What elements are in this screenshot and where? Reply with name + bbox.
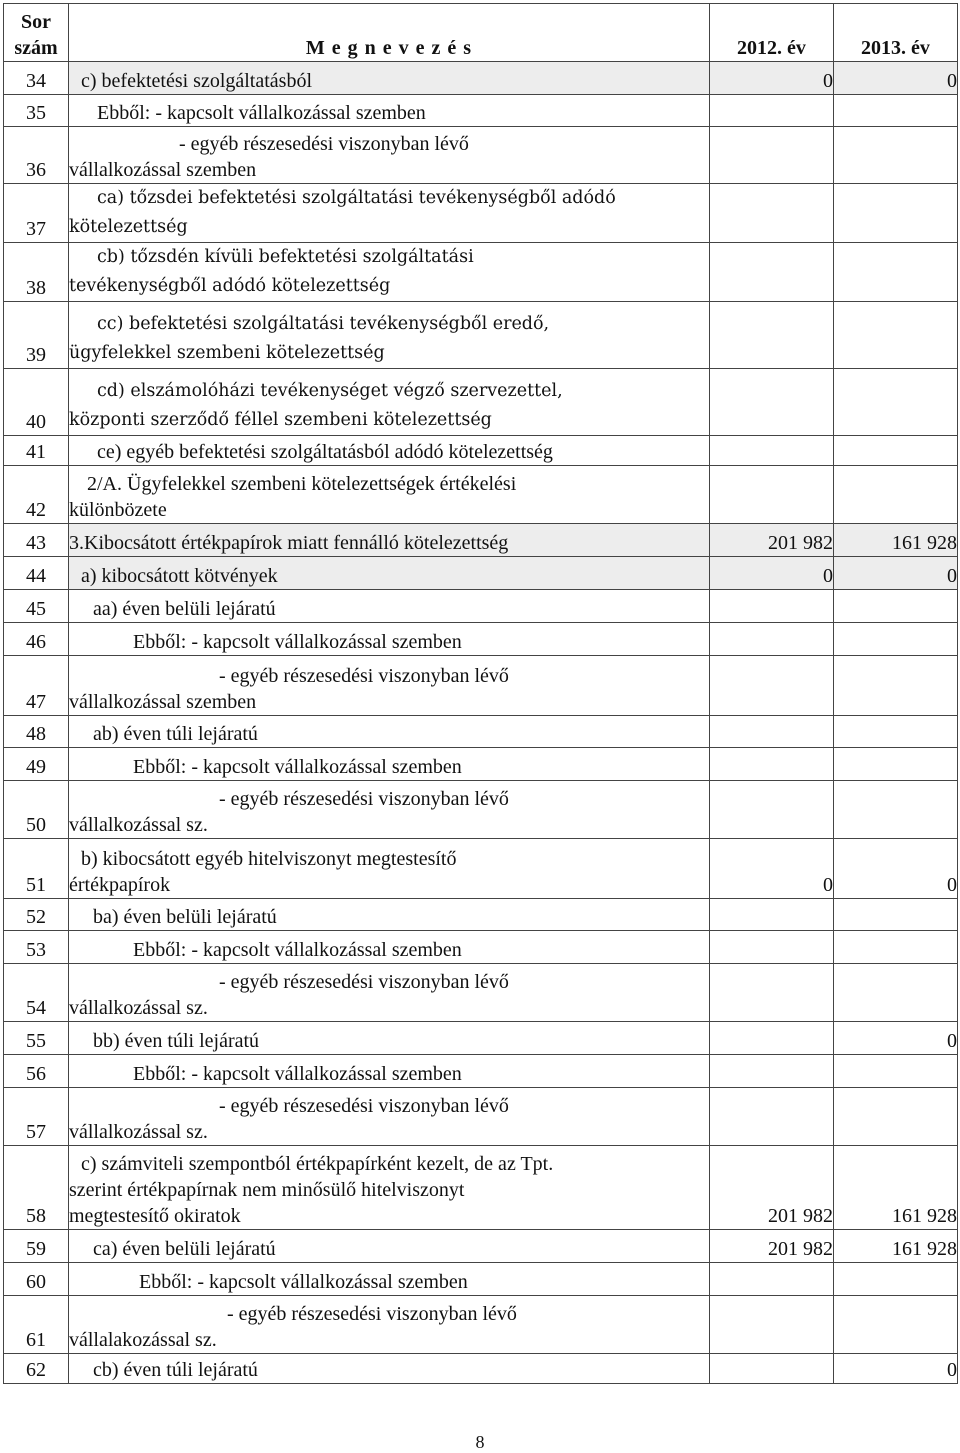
- value-2012: 201 982: [710, 524, 834, 557]
- row-number: 40: [4, 369, 69, 436]
- row-description: - egyéb részesedési viszonyban lévő vállalakozással sz.: [69, 1303, 517, 1351]
- row-description: c) befektetési szolgáltatásból: [81, 70, 313, 92]
- row-description: Ebből: - kapcsolt vállalkozással szemben: [139, 1271, 468, 1293]
- value-2013: [834, 243, 958, 302]
- row-description: cb) éven túli lejáratú: [93, 1359, 258, 1381]
- table-row: [4, 656, 958, 716]
- row-number: 50: [4, 781, 69, 839]
- row-number: 60: [4, 1263, 69, 1296]
- value-2012: [710, 1088, 834, 1146]
- row-number: 51: [4, 839, 69, 899]
- page-number: 8: [475, 1432, 485, 1452]
- value-2013: [834, 899, 958, 931]
- value-2013: [834, 1263, 958, 1296]
- table-row: [4, 62, 958, 95]
- row-description-cell: [69, 184, 710, 243]
- value-2013: [834, 931, 958, 964]
- row-description-cell: [69, 781, 710, 839]
- table-row: [4, 466, 958, 524]
- row-number: 61: [4, 1296, 69, 1354]
- row-description-cell: [69, 243, 710, 302]
- value-2012: [710, 1296, 834, 1354]
- value-2012: [710, 931, 834, 964]
- row-description: ab) éven túli lejáratú: [93, 723, 258, 745]
- row-description: - egyéb részesedési viszonyban lévő vállalkozással sz.: [69, 1095, 509, 1143]
- header-year-2012: 2012. év: [710, 4, 834, 62]
- header-year-2013: 2013. év: [834, 4, 958, 62]
- row-description: Ebből: - kapcsolt vállalkozással szemben: [133, 631, 462, 653]
- value-2013: [834, 1296, 958, 1354]
- row-number: 35: [4, 95, 69, 127]
- value-2012: 201 982: [710, 1146, 834, 1230]
- row-number: 41: [4, 436, 69, 466]
- row-description: 2/A. Ügyfelekkel szembeni kötelezettségek értékelési különbözete: [69, 473, 517, 521]
- row-description-cell: [69, 1296, 710, 1354]
- table-row: [4, 1230, 958, 1263]
- row-description: cb) tőzsdén kívüli befektetési szolgáltatási tevékenységből adódó kötelezettség: [69, 247, 474, 296]
- row-number: 54: [4, 964, 69, 1022]
- value-2013: 0: [834, 62, 958, 95]
- value-2012: 201 982: [710, 1230, 834, 1263]
- row-number: 55: [4, 1022, 69, 1055]
- value-2013: [834, 1055, 958, 1088]
- row-description: c) számviteli szempontból értékpapírként kezelt, de az Tpt. szerint értékpapírnak nem minősülő hitelviszonyt megtestesítő okiratok: [69, 1153, 554, 1227]
- value-2013: [834, 1088, 958, 1146]
- row-number: 59: [4, 1230, 69, 1263]
- row-description: ca) éven belüli lejáratú: [93, 1238, 276, 1260]
- value-2013: 161 928: [834, 1230, 958, 1263]
- table-row: [4, 1055, 958, 1088]
- table-row: [4, 184, 958, 243]
- table-row: [4, 243, 958, 302]
- row-description: - egyéb részesedési viszonyban lévő vállalkozással szemben: [69, 133, 469, 181]
- value-2013: 161 928: [834, 1146, 958, 1230]
- row-description-cell: [69, 1230, 710, 1263]
- row-number: 34: [4, 62, 69, 95]
- row-description-cell: [69, 62, 710, 95]
- row-number: 47: [4, 656, 69, 716]
- value-2013: [834, 127, 958, 184]
- value-2013: [834, 436, 958, 466]
- value-2013: [834, 656, 958, 716]
- value-2012: [710, 466, 834, 524]
- value-2013: [834, 748, 958, 781]
- row-number: 53: [4, 931, 69, 964]
- value-2012: [710, 243, 834, 302]
- table-row: [4, 781, 958, 839]
- table-row: [4, 369, 958, 436]
- row-description-cell: [69, 95, 710, 127]
- value-2013: 0: [834, 839, 958, 899]
- value-2012: [710, 127, 834, 184]
- row-description-cell: [69, 1146, 710, 1230]
- row-number: 44: [4, 557, 69, 590]
- row-description: Ebből: - kapcsolt vállalkozással szemben: [97, 102, 426, 124]
- row-number: 43: [4, 524, 69, 557]
- row-number: 42: [4, 466, 69, 524]
- value-2013: [834, 95, 958, 127]
- value-2013: [834, 184, 958, 243]
- table-row: [4, 839, 958, 899]
- row-description-cell: [69, 302, 710, 369]
- value-2012: [710, 436, 834, 466]
- value-2012: [710, 964, 834, 1022]
- row-description-cell: [69, 931, 710, 964]
- row-number: 58: [4, 1146, 69, 1230]
- row-description-cell: [69, 524, 710, 557]
- row-description-cell: [69, 436, 710, 466]
- header-row-number: Sor szám: [4, 4, 69, 62]
- row-description: ce) egyéb befektetési szolgáltatásból adódó kötelezettség: [97, 441, 553, 463]
- table-row: [4, 1088, 958, 1146]
- value-2013: [834, 466, 958, 524]
- row-description: bb) éven túli lejáratú: [93, 1030, 260, 1052]
- row-description: aa) éven belüli lejáratú: [93, 598, 276, 620]
- row-description-cell: [69, 369, 710, 436]
- table-row: [4, 964, 958, 1022]
- table-row: [4, 899, 958, 931]
- value-2012: [710, 899, 834, 931]
- row-description: Ebből: - kapcsolt vállalkozással szemben: [133, 1063, 462, 1085]
- table-row: [4, 748, 958, 781]
- value-2012: [710, 95, 834, 127]
- value-2012: [710, 656, 834, 716]
- row-description: ba) éven belüli lejáratú: [93, 906, 277, 928]
- header-description: M e g n e v e z é s: [69, 4, 710, 62]
- table-row: [4, 127, 958, 184]
- value-2012: [710, 302, 834, 369]
- value-2013: [834, 590, 958, 623]
- table-row: [4, 1354, 958, 1384]
- row-description: a) kibocsátott kötvények: [81, 565, 278, 587]
- row-description-cell: [69, 127, 710, 184]
- row-description: cc) befektetési szolgáltatási tevékenységből eredő, ügyfelekkel szembeni kötelezettség: [69, 314, 550, 363]
- value-2012: [710, 1055, 834, 1088]
- value-2012: [710, 716, 834, 748]
- row-description-cell: [69, 1088, 710, 1146]
- row-description: b) kibocsátott egyéb hitelviszonyt megtestesítő értékpapírok: [69, 848, 457, 896]
- table-row: [4, 1022, 958, 1055]
- table-row: [4, 436, 958, 466]
- row-number: 37: [4, 184, 69, 243]
- value-2013: [834, 369, 958, 436]
- row-description: - egyéb részesedési viszonyban lévő vállalkozással sz.: [69, 788, 509, 836]
- row-description: - egyéb részesedési viszonyban lévő vállalkozással szemben: [69, 665, 509, 713]
- value-2012: [710, 623, 834, 656]
- value-2012: [710, 781, 834, 839]
- table-row: [4, 302, 958, 369]
- value-2012: [710, 1354, 834, 1384]
- row-number: 46: [4, 623, 69, 656]
- row-description-cell: [69, 964, 710, 1022]
- row-number: 45: [4, 590, 69, 623]
- row-description: - egyéb részesedési viszonyban lévő vállalkozással sz.: [69, 971, 509, 1019]
- value-2012: 0: [710, 557, 834, 590]
- row-number: 39: [4, 302, 69, 369]
- row-number: 49: [4, 748, 69, 781]
- value-2013: [834, 781, 958, 839]
- row-number: 57: [4, 1088, 69, 1146]
- row-number: 52: [4, 899, 69, 931]
- row-description-cell: [69, 1263, 710, 1296]
- row-description: cd) elszámolóházi tevékenységet végző szervezettel, központi szerződő féllel szembeni kötelezettség: [69, 381, 563, 430]
- row-description-cell: [69, 716, 710, 748]
- row-number: 56: [4, 1055, 69, 1088]
- value-2013: 0: [834, 1354, 958, 1384]
- table-row: [4, 1263, 958, 1296]
- row-description-cell: [69, 466, 710, 524]
- row-description-cell: [69, 899, 710, 931]
- row-description-cell: [69, 748, 710, 781]
- value-2013: [834, 302, 958, 369]
- row-description: Ebből: - kapcsolt vállalkozással szemben: [133, 939, 462, 961]
- row-description-cell: [69, 1055, 710, 1088]
- value-2013: [834, 964, 958, 1022]
- value-2012: [710, 590, 834, 623]
- row-description-cell: [69, 1354, 710, 1384]
- row-number: 38: [4, 243, 69, 302]
- value-2013: 0: [834, 1022, 958, 1055]
- table-row: [4, 524, 958, 557]
- row-number: 36: [4, 127, 69, 184]
- row-description-cell: [69, 839, 710, 899]
- row-description: 3.Kibocsátott értékpapírok miatt fennálló kötelezettség: [69, 532, 509, 554]
- header-row: [4, 4, 958, 62]
- table-row: [4, 557, 958, 590]
- row-description-cell: [69, 623, 710, 656]
- table-row: [4, 623, 958, 656]
- row-description-cell: [69, 590, 710, 623]
- table-row: [4, 1146, 958, 1230]
- value-2012: 0: [710, 62, 834, 95]
- row-number: 48: [4, 716, 69, 748]
- row-description-cell: [69, 1022, 710, 1055]
- row-description: ca) tőzsdei befektetési szolgáltatási tevékenységből adódó kötelezettség: [69, 188, 616, 237]
- value-2012: [710, 184, 834, 243]
- row-description-cell: [69, 557, 710, 590]
- table-row: [4, 931, 958, 964]
- value-2012: [710, 369, 834, 436]
- row-description: Ebből: - kapcsolt vállalkozással szemben: [133, 756, 462, 778]
- value-2012: 0: [710, 839, 834, 899]
- value-2013: [834, 716, 958, 748]
- table-row: [4, 590, 958, 623]
- value-2012: [710, 1022, 834, 1055]
- table-row: [4, 1296, 958, 1354]
- value-2013: 161 928: [834, 524, 958, 557]
- value-2012: [710, 748, 834, 781]
- row-number: 62: [4, 1354, 69, 1384]
- balance-sheet-table: [3, 3, 958, 1384]
- table-row: [4, 716, 958, 748]
- table-row: [4, 95, 958, 127]
- value-2012: [710, 1263, 834, 1296]
- value-2013: [834, 623, 958, 656]
- row-description-cell: [69, 656, 710, 716]
- value-2013: 0: [834, 557, 958, 590]
